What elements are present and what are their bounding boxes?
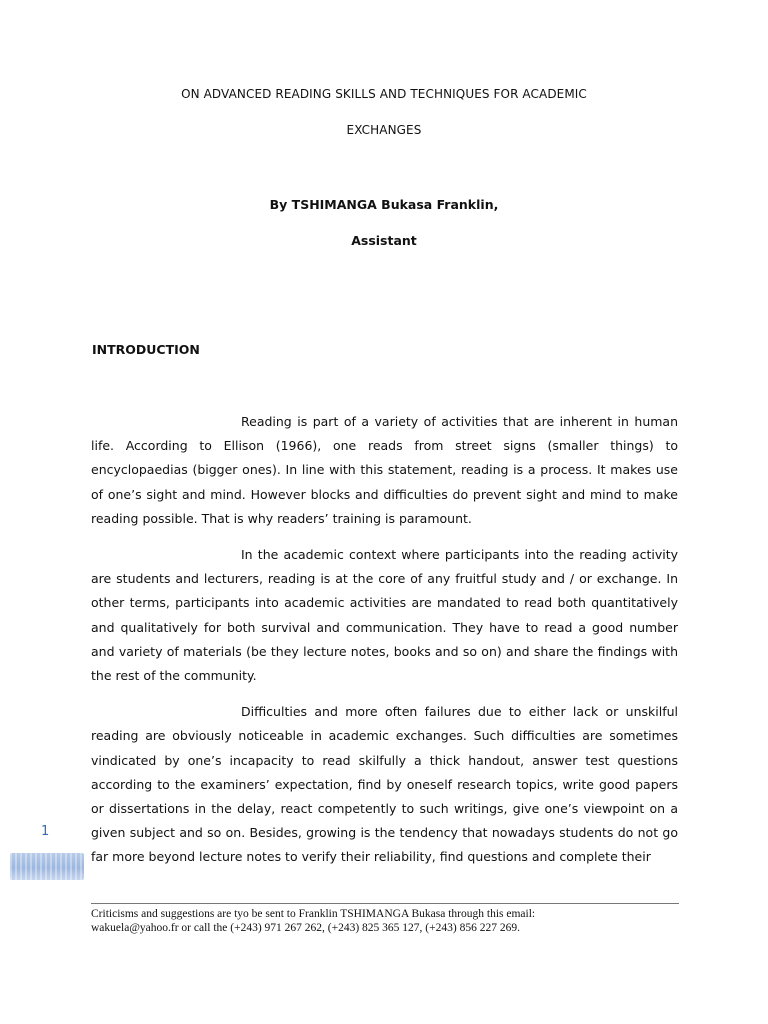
body-text [91, 410, 678, 882]
author-role: Assistant [351, 233, 417, 248]
paragraph-1: Reading is part of a variety of activities that are inherent in human life. According to Ellison (1966), one reads from street signs (smaller things) to encyclopaedias (bigger ones). In line with this statement, reading is a process. It makes use of one’s sight and mind. However blocks and difficulties do prevent sight and mind to make reading possible. That is why readers’ training is paramount. [91, 414, 678, 526]
document-title-line-2: EXCHANGES [346, 123, 422, 137]
footnote [91, 907, 691, 935]
paragraph-3: Difficulties and more often failures due to either lack or unskilful reading are obviously noticeable in academic exchanges. Such difficulties are sometimes vindicated by one’s incapacity to read skilfully a thick handout, answer test questions according to the examiners’ expectation, find by oneself research topics, write good papers or dissertations in the delay, react competently to such writings, give one’s viewpoint on a given subject and so on. Besides, growing is the tendency that nowadays students do not go far more beyond lecture notes to verify their reliability, find questions and complete their [91, 704, 678, 865]
paragraph-2: In the academic context where participants into the reading activity are students and lecturers, reading is at the core of any fruitful study and / or exchange. In other terms, participants into academic activities are mandated to read both quantitatively and qualitatively for both survival and communication. They have to read a good number and variety of materials (be they lecture notes, books and so on) and share the findings with the rest of the community. [91, 547, 678, 684]
footnote-line-1: Criticisms and suggestions are tyo be sent to Franklin TSHIMANGA Bukasa through this email: [91, 908, 536, 920]
footnote-divider [91, 903, 679, 904]
page-number: 1 [41, 824, 50, 839]
page-tab-decoration-icon [10, 853, 84, 880]
document-title-line-1: ON ADVANCED READING SKILLS AND TECHNIQUES FOR ACADEMIC [181, 87, 587, 101]
footnote-line-2: wakuela@yahoo.fr or call the (+243) 971 267 262, (+243) 825 365 127, (+243) 856 227 269. [91, 922, 520, 934]
section-heading: INTRODUCTION [92, 342, 200, 357]
author-name: By TSHIMANGA Bukasa Franklin, [269, 197, 499, 212]
